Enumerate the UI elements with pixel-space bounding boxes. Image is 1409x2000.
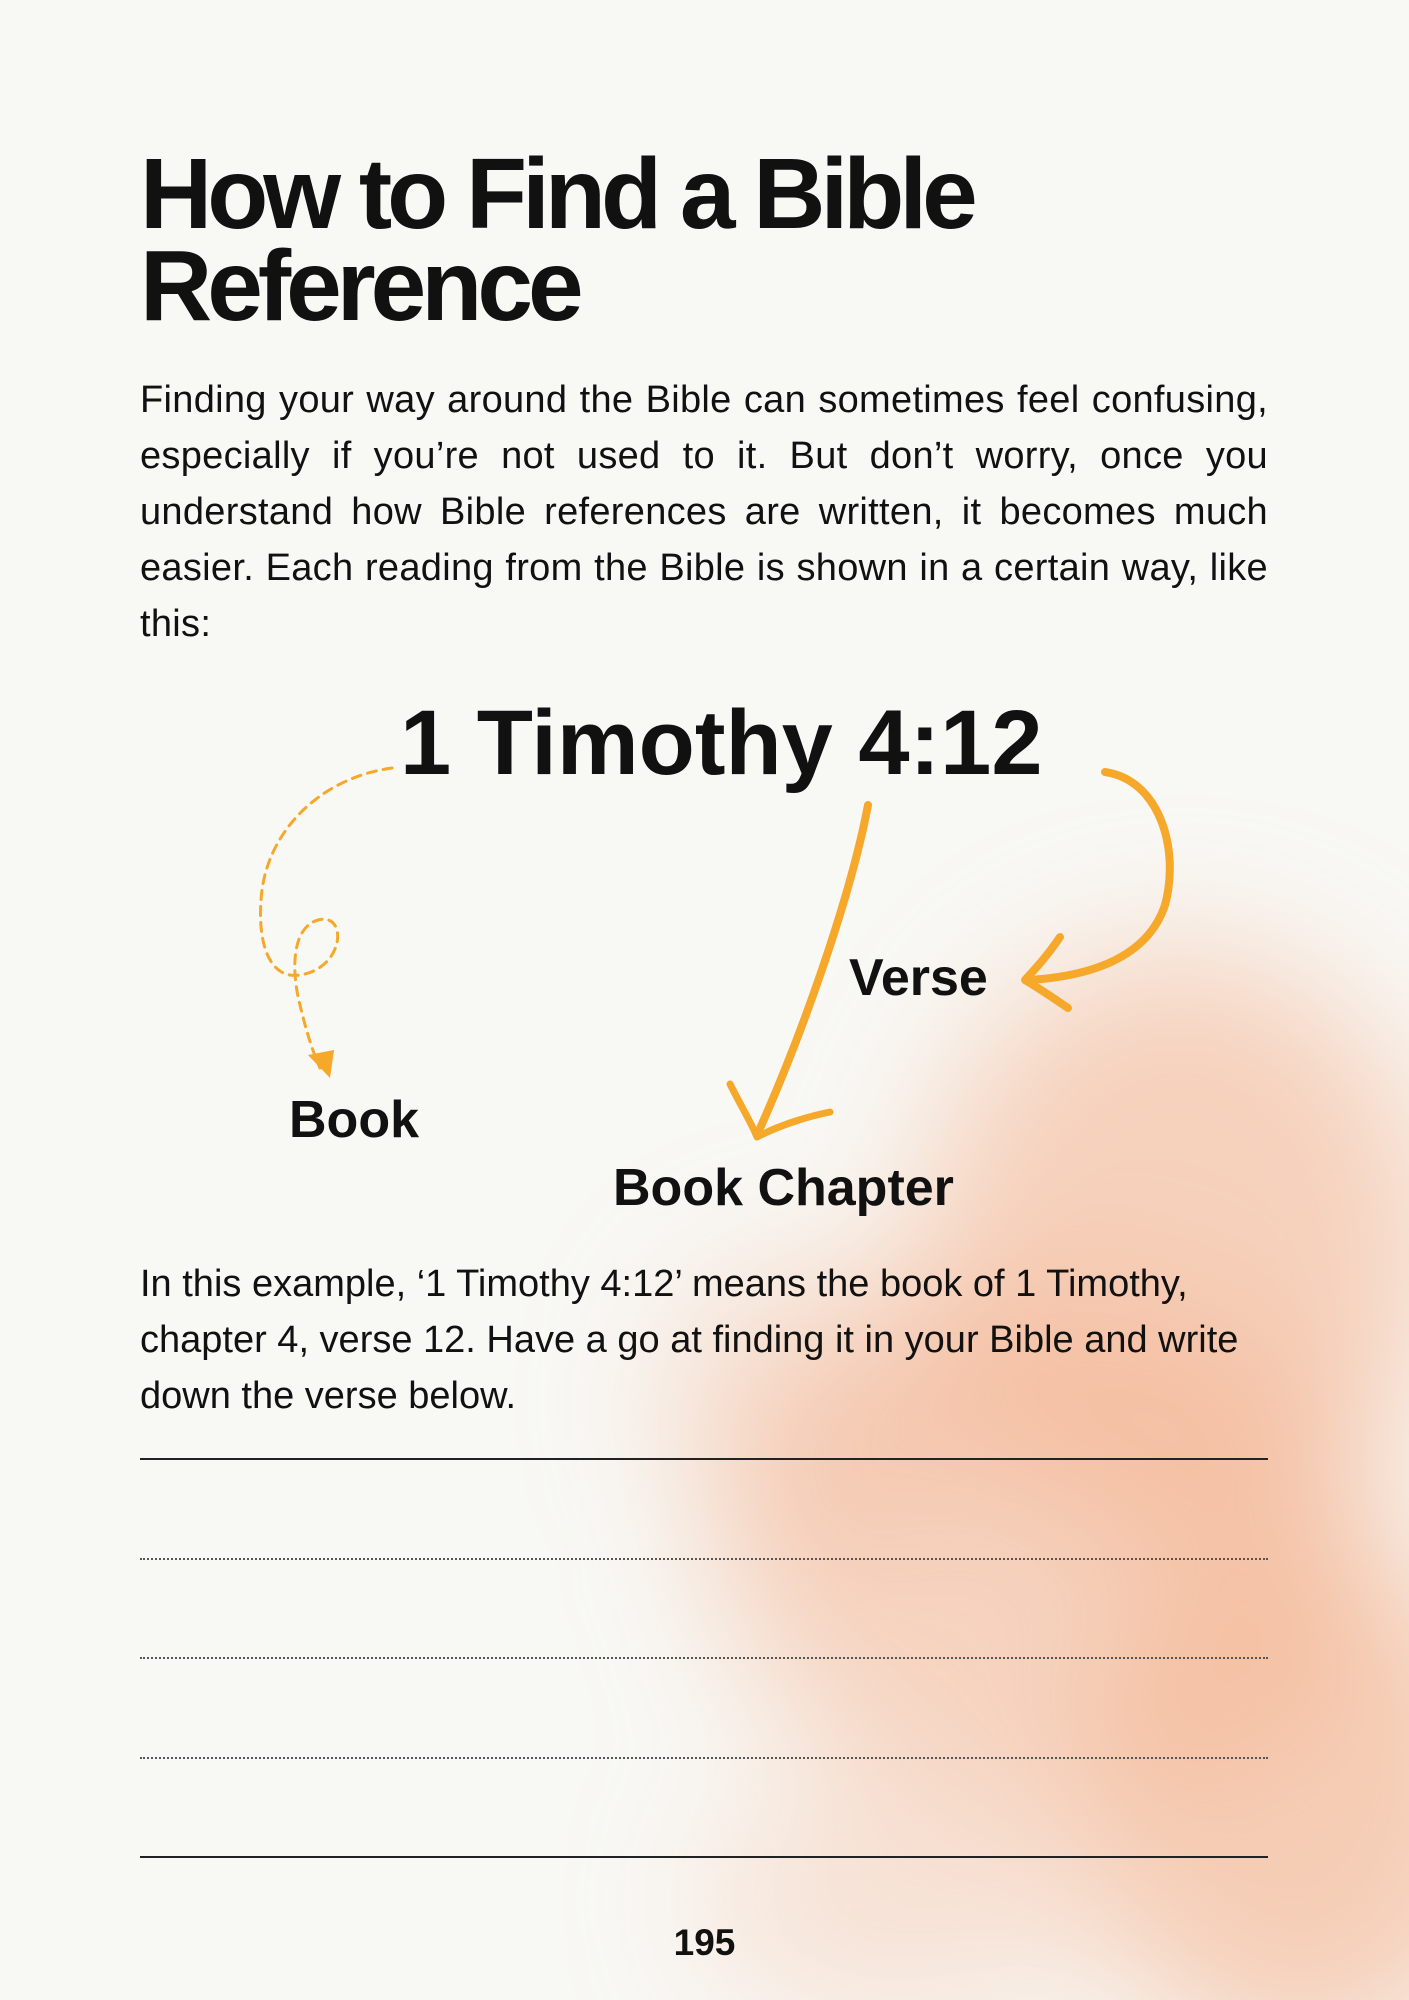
- page-number: 195: [673, 1922, 736, 1963]
- writing-line[interactable]: [140, 1757, 1268, 1759]
- book-arrow-icon: [261, 768, 392, 1068]
- intro-paragraph: Finding your way around the Bible can sometimes feel confusing, especially if you’re not used to it. But don’t worry, once you understand how Bible references are written, it becomes much easier. Each reading from the Bible is shown in a certain way, like this:: [140, 379, 1268, 645]
- book-arrowhead-icon: [308, 1050, 334, 1078]
- verse-label: Verse: [849, 949, 988, 1007]
- writing-line[interactable]: [140, 1558, 1268, 1560]
- page-title: How to Find a Bible Reference: [140, 138, 973, 342]
- writing-line-top[interactable]: [140, 1458, 1268, 1460]
- explanation-paragraph: In this example, ‘1 Timothy 4:12’ means the book of 1 Timothy, chapter 4, verse 12. Have a go at finding it in your Bible and write down the verse below.: [140, 1263, 1239, 1417]
- writing-line[interactable]: [140, 1657, 1268, 1659]
- bible-reference-example: 1 Timothy 4:12: [400, 692, 1043, 794]
- book-label: Book: [289, 1091, 419, 1149]
- book-chapter-label: Book Chapter: [613, 1159, 954, 1217]
- writing-line-bottom[interactable]: [140, 1856, 1268, 1858]
